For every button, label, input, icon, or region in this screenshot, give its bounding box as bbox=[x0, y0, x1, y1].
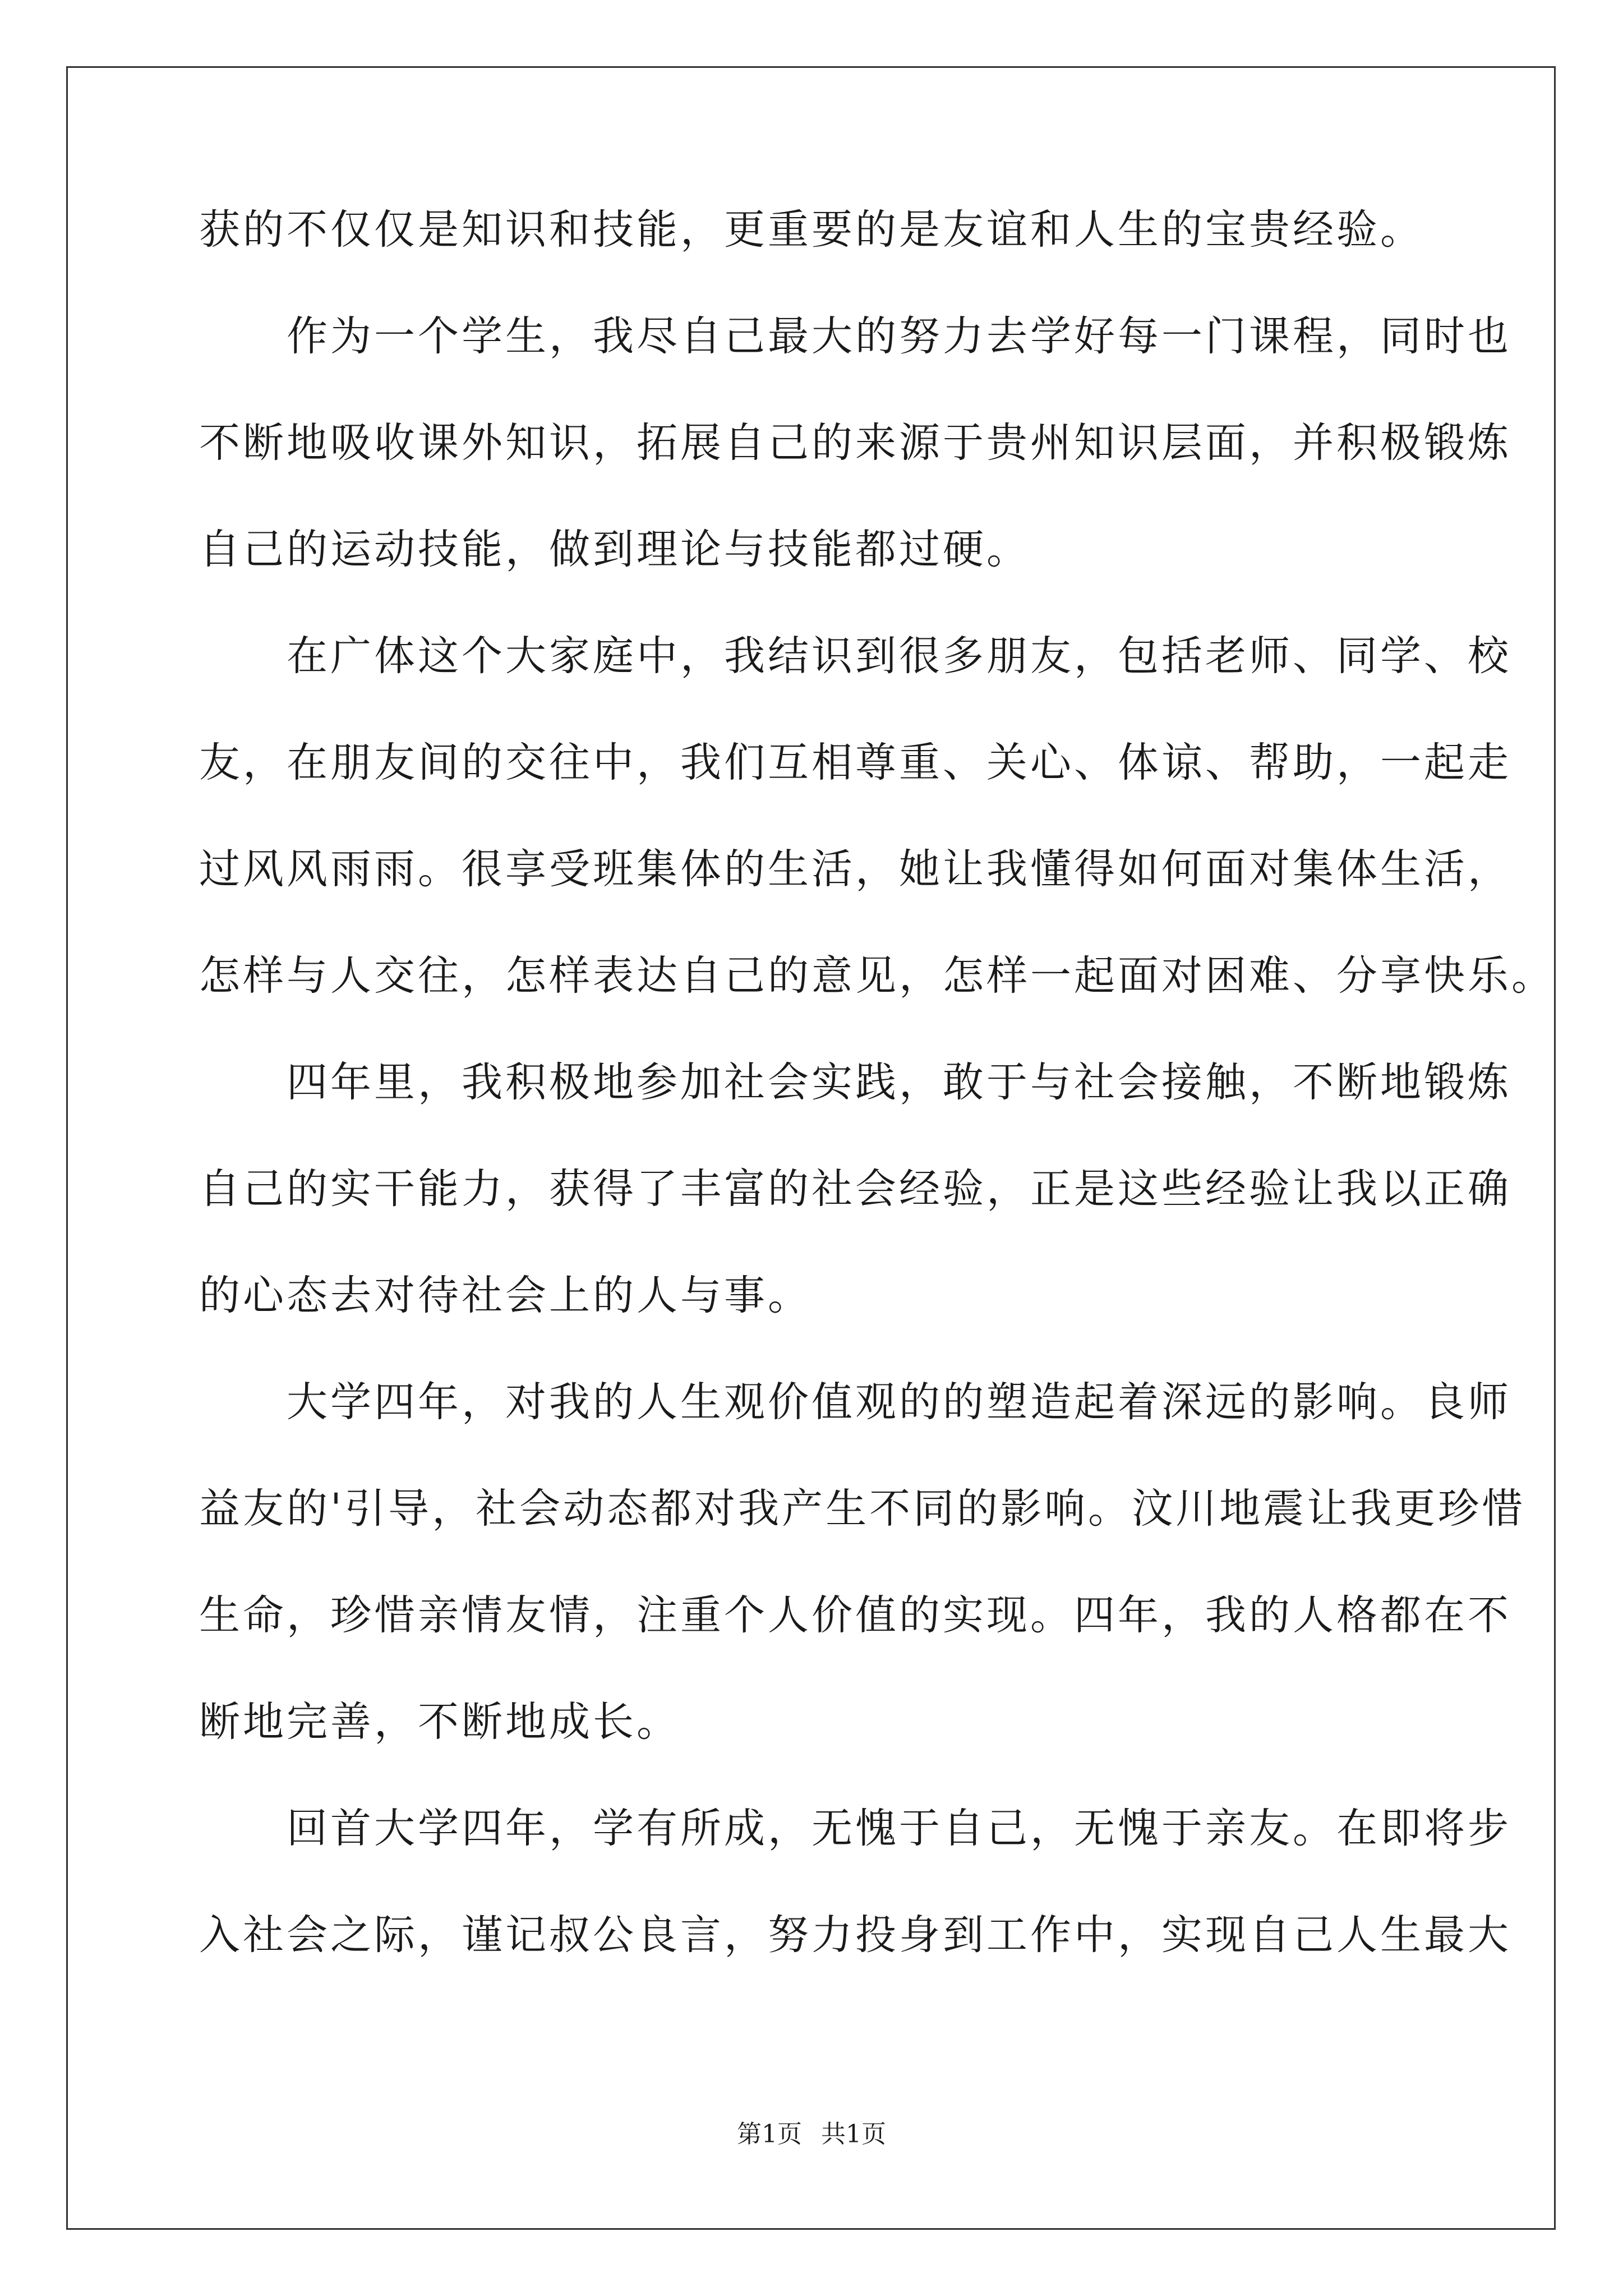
text-line: 获的不仅仅是知识和技能，更重要的是友谊和人生的宝贵经验。 bbox=[199, 206, 1424, 254]
text-line: 回首大学四年，学有所成，无愧于自己，无愧于亲友。在即将步 bbox=[199, 1805, 1511, 1852]
text-line: 怎样与人交往，怎样表达自己的意见，怎样一起面对困难、分享快乐。 bbox=[199, 952, 1555, 1000]
text-line: 过风风雨雨。很享受班集体的生活，她让我懂得如何面对集体生活， bbox=[199, 845, 1511, 893]
page-border bbox=[66, 66, 1556, 2230]
text-line: 作为一个学生，我尽自己最大的努力去学好每一门课程，同时也 bbox=[199, 312, 1511, 360]
text-line: 不断地吸收课外知识，拓展自己的来源于贵州知识层面，并积极锻炼 bbox=[199, 419, 1511, 467]
text-line: 大学四年，对我的人生观价值观的的塑造起着深远的影响。良师 bbox=[199, 1378, 1511, 1426]
text-line: 在广体这个大家庭中，我结识到很多朋友，包括老师、同学、校 bbox=[199, 632, 1511, 680]
text-line: 自己的实干能力，获得了丰富的社会经验，正是这些经验让我以正确 bbox=[199, 1165, 1511, 1213]
text-line: 益友的'引导，社会动态都对我产生不同的影响。汶川地震让我更珍惜 bbox=[199, 1485, 1526, 1533]
text-line: 生命，珍惜亲情友情，注重个人价值的实现。四年，我的人格都在不 bbox=[199, 1591, 1511, 1639]
page-number: 第1页 bbox=[737, 2120, 802, 2148]
text-line: 四年里，我积极地参加社会实践，敢于与社会接触，不断地锻炼 bbox=[199, 1059, 1511, 1106]
text-line: 友，在朋友间的交往中，我们互相尊重、关心、体谅、帮助，一起走 bbox=[199, 739, 1511, 786]
text-line: 自己的运动技能，做到理论与技能都过硬。 bbox=[199, 526, 1030, 573]
page-footer bbox=[0, 2120, 1623, 2148]
text-line: 的心态去对待社会上的人与事。 bbox=[199, 1272, 811, 1319]
page-count: 共1页 bbox=[821, 2120, 886, 2148]
text-line: 入社会之际，谨记叔公良言，努力投身到工作中，实现自己人生最大 bbox=[199, 1911, 1511, 1959]
text-line: 断地完善，不断地成长。 bbox=[199, 1698, 680, 1746]
